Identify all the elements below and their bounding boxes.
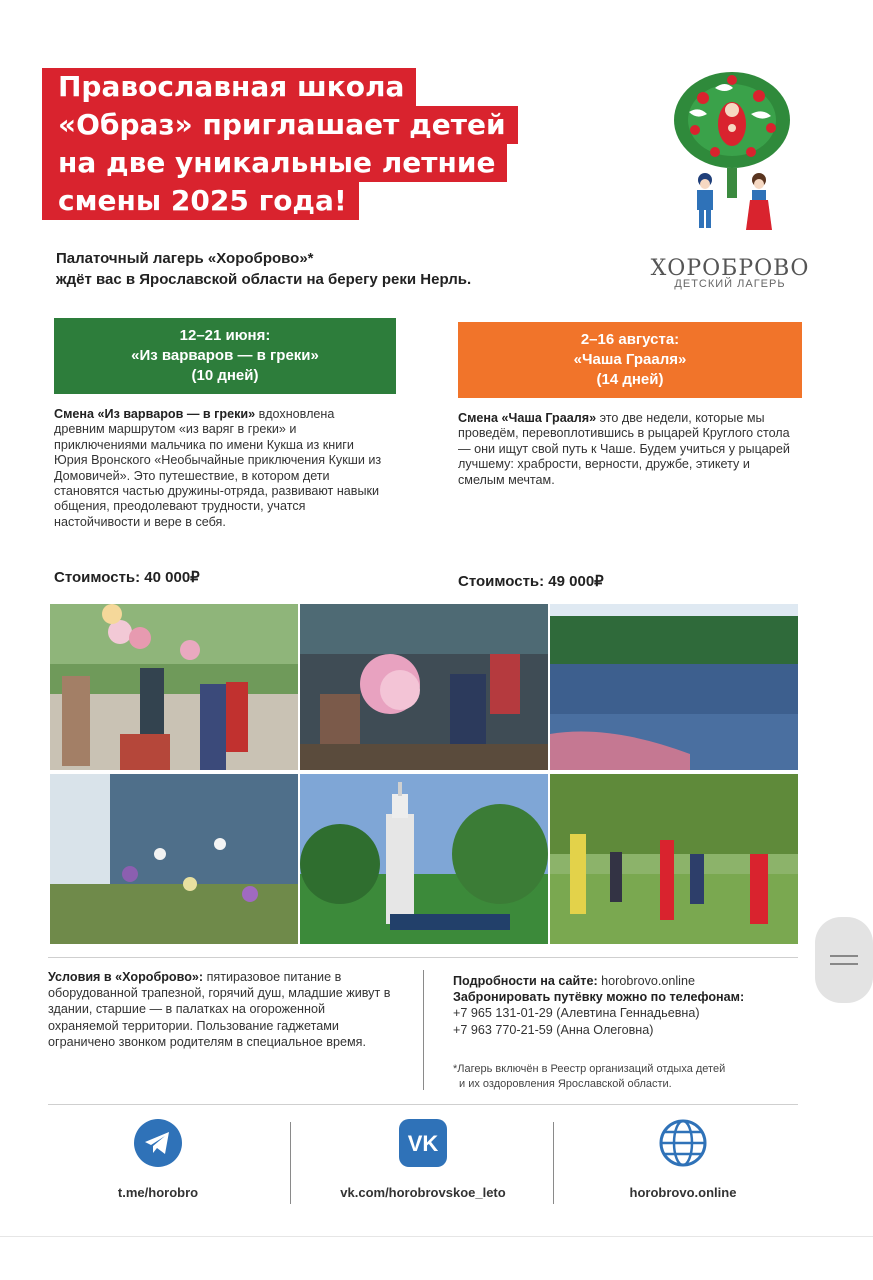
vk-label: vk.com/horobrovskoe_leto [340, 1185, 506, 1200]
headline [42, 68, 526, 220]
campfire-kids-photo [300, 604, 548, 770]
website-label: horobrovo.online [629, 1185, 737, 1200]
logo-subtitle: ДЕТСКИЙ ЛАГЕРЬ [674, 278, 786, 290]
shift1-dates: 12–21 июня: [179, 327, 271, 344]
svg-text:VK: VK [407, 1131, 439, 1156]
shift1-price: Стоимость: 40 000₽ [54, 569, 200, 586]
shift2-name: «Чаша Грааля» [573, 351, 687, 368]
photo-collage [50, 604, 798, 944]
conditions-text: пятиразовое питание в оборудованной трапезной, горячий душ, младшие живут в здании, старшие — в палатках на огороженной охраняемой территории. Пользование гаджетами ограничено звонком родителям в специальное время. [48, 970, 391, 1049]
camp-subtitle [56, 248, 471, 290]
shift2-price: Стоимость: 49 000₽ [458, 573, 604, 590]
shift2-duration: (14 дней) [596, 371, 664, 388]
handle-line [830, 963, 858, 965]
handle-line [830, 955, 858, 957]
telegram-icon [133, 1118, 183, 1168]
globe-icon [658, 1118, 708, 1168]
phone-1[interactable]: +7 965 131-01-29 (Алевтина Геннадьевна) [453, 1006, 700, 1021]
shift2-desc-bold: Смена «Чаша Грааля» [458, 411, 597, 425]
divider [48, 1104, 798, 1105]
divider [0, 1236, 873, 1237]
river-forest-photo [550, 604, 798, 770]
contact-info [453, 973, 813, 1038]
shift1-desc-bold: Смена «Из варваров — в греки» [54, 407, 256, 421]
site-label: Подробности на сайте: [453, 974, 598, 988]
wildflowers-photo [50, 774, 298, 944]
conditions-title: Условия в «Хороброво»: [48, 970, 204, 984]
shift2-header [458, 322, 802, 398]
scroll-handle[interactable] [815, 917, 873, 1003]
site-link[interactable]: horobrovo.online [597, 974, 695, 988]
headline-line: на две уникальные летние [42, 144, 507, 182]
headline-line: смены 2025 года! [42, 182, 359, 220]
shift1-header [54, 318, 396, 394]
divider [423, 970, 424, 1090]
divider [290, 1122, 291, 1204]
shift1-name: «Из варваров — в греки» [131, 347, 319, 364]
logo-name: ХОРОБРОВО [650, 256, 810, 281]
vk-link[interactable] [318, 1118, 528, 1200]
shift2-desc-text: это две недели, которые мы проведём, перевоплотившись в рыцарей Круглого стола — они ищут свой путь к Чаше. Будем учиться у рыцарей лучшему: храбрости, верности, дружбе, этикету и смелым мечтам. [458, 411, 790, 487]
church-bell-tower-photo [300, 774, 548, 944]
telegram-link[interactable] [88, 1118, 228, 1200]
phone-2[interactable]: +7 963 770-21-59 (Анна Олеговна) [453, 1022, 654, 1037]
headline-line: «Образ» приглашает детей [42, 106, 518, 144]
headline-line: Православная школа [42, 68, 416, 106]
balloons-festival-photo [50, 604, 298, 770]
vk-icon [398, 1118, 448, 1168]
registry-note [453, 1062, 813, 1092]
subtitle-line: Палаточный лагерь «Хороброво»* [56, 250, 314, 267]
shift1-duration: (10 дней) [191, 367, 259, 384]
shift1-desc-text: вдохновлена древним маршрутом «из варяг в греки» и приключениями мальчика по имени Кукша из книги Юрия Вронского «Необычайные приключения Кукши из Домовичей». Это путешествие, в котором дети становятся частью дружины-отряда, развивают навыки общения, преодолевают трудности, учатся настойчивости и вере в себя. [54, 407, 382, 529]
divider [48, 957, 798, 958]
subtitle-line: ждёт вас в Ярославской области на берегу реки Нерль. [56, 271, 472, 288]
shift1-description [54, 407, 386, 530]
telegram-label: t.me/horobro [117, 1185, 199, 1200]
shift2-description [458, 411, 794, 488]
booking-text: Забронировать путёвку можно по телефонам: [453, 990, 745, 1005]
shift2-dates: 2–16 августа: [580, 331, 680, 348]
note-line: *Лагерь включён в Реестр организаций отдыха детей [453, 1063, 726, 1075]
camp-conditions [48, 969, 398, 1050]
children-playing-meadow-photo [550, 774, 798, 944]
website-link[interactable] [608, 1118, 758, 1200]
note-line: и их оздоровления Ярославской области. [459, 1078, 672, 1090]
divider [553, 1122, 554, 1204]
